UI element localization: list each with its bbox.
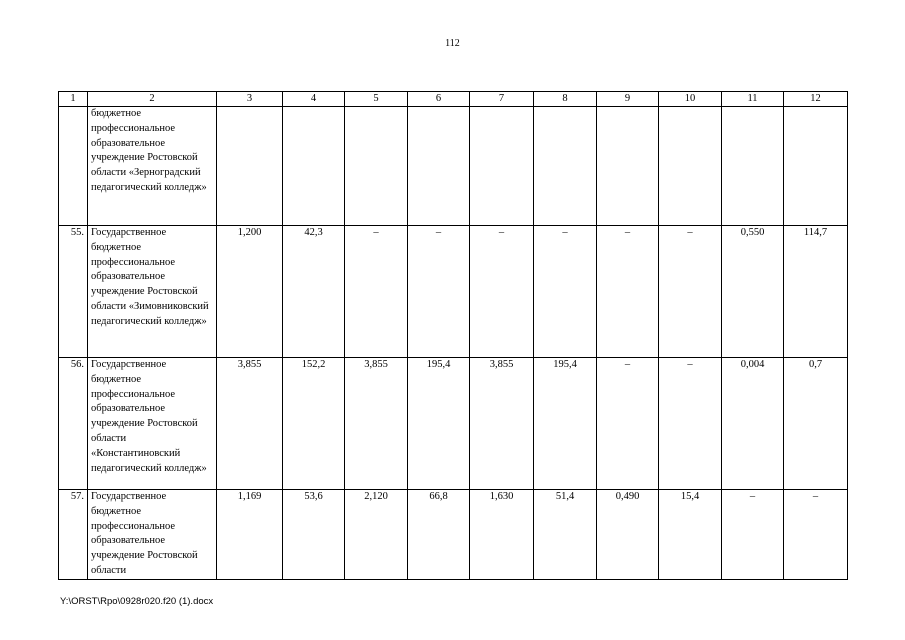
- value-cell: 66,8: [408, 490, 470, 580]
- value-cell: 3,855: [470, 358, 534, 490]
- table-row: [59, 107, 848, 226]
- value-cell: –: [784, 490, 848, 580]
- value-cell: 0,7: [784, 358, 848, 490]
- value-cell: [345, 107, 408, 226]
- column-header: 2: [88, 92, 217, 107]
- value-cell: [659, 107, 722, 226]
- value-cell: –: [597, 226, 659, 358]
- institution-name: Государственное бюджетное профессиональное образовательное учреждение Ростовской области: [88, 490, 217, 580]
- value-cell: 195,4: [408, 358, 470, 490]
- column-header: 3: [217, 92, 283, 107]
- value-cell: 53,6: [283, 490, 345, 580]
- column-header: 6: [408, 92, 470, 107]
- table-row: [59, 490, 848, 580]
- value-cell: 152,2: [283, 358, 345, 490]
- column-header: 11: [722, 92, 784, 107]
- institution-name: бюджетное профессиональное образовательное учреждение Ростовской области «Зерноградский педагогический колледж»: [88, 107, 217, 226]
- value-cell: 15,4: [659, 490, 722, 580]
- file-path: Y:\ORST\Rpo\0928r020.f20 (1).docx: [60, 596, 214, 607]
- value-cell: –: [345, 226, 408, 358]
- table-row: [59, 358, 848, 490]
- value-cell: [597, 107, 659, 226]
- value-cell: 114,7: [784, 226, 848, 358]
- value-cell: 51,4: [534, 490, 597, 580]
- value-cell: 0,550: [722, 226, 784, 358]
- value-cell: 1,169: [217, 490, 283, 580]
- institution-name: Государственное бюджетное профессиональное образовательное учреждение Ростовской области «Зимовниковский педагогический колледж»: [88, 226, 217, 358]
- column-header: 12: [784, 92, 848, 107]
- value-cell: [408, 107, 470, 226]
- institution-name: Государственное бюджетное профессиональное образовательное учреждение Ростовской области «Константиновский педагогический колледж»: [88, 358, 217, 490]
- value-cell: 0,490: [597, 490, 659, 580]
- value-cell: –: [659, 358, 722, 490]
- value-cell: [722, 107, 784, 226]
- data-table: [58, 91, 848, 580]
- value-cell: –: [597, 358, 659, 490]
- value-cell: 1,200: [217, 226, 283, 358]
- row-number: 55.: [59, 226, 88, 358]
- row-number: [59, 107, 88, 226]
- value-cell: 3,855: [345, 358, 408, 490]
- value-cell: –: [470, 226, 534, 358]
- header-row: [59, 92, 848, 107]
- value-cell: 1,630: [470, 490, 534, 580]
- column-header: 7: [470, 92, 534, 107]
- column-header: 5: [345, 92, 408, 107]
- value-cell: [534, 107, 597, 226]
- value-cell: 2,120: [345, 490, 408, 580]
- column-header: 8: [534, 92, 597, 107]
- value-cell: [784, 107, 848, 226]
- page-number: 112: [445, 38, 460, 49]
- value-cell: –: [534, 226, 597, 358]
- value-cell: –: [408, 226, 470, 358]
- column-header: 9: [597, 92, 659, 107]
- column-header: 4: [283, 92, 345, 107]
- value-cell: 0,004: [722, 358, 784, 490]
- table-row: [59, 226, 848, 358]
- value-cell: –: [722, 490, 784, 580]
- column-header: 10: [659, 92, 722, 107]
- value-cell: –: [659, 226, 722, 358]
- row-number: 57.: [59, 490, 88, 580]
- row-number: 56.: [59, 358, 88, 490]
- value-cell: [217, 107, 283, 226]
- value-cell: 3,855: [217, 358, 283, 490]
- column-header: 1: [59, 92, 88, 107]
- value-cell: 195,4: [534, 358, 597, 490]
- value-cell: 42,3: [283, 226, 345, 358]
- value-cell: [470, 107, 534, 226]
- value-cell: [283, 107, 345, 226]
